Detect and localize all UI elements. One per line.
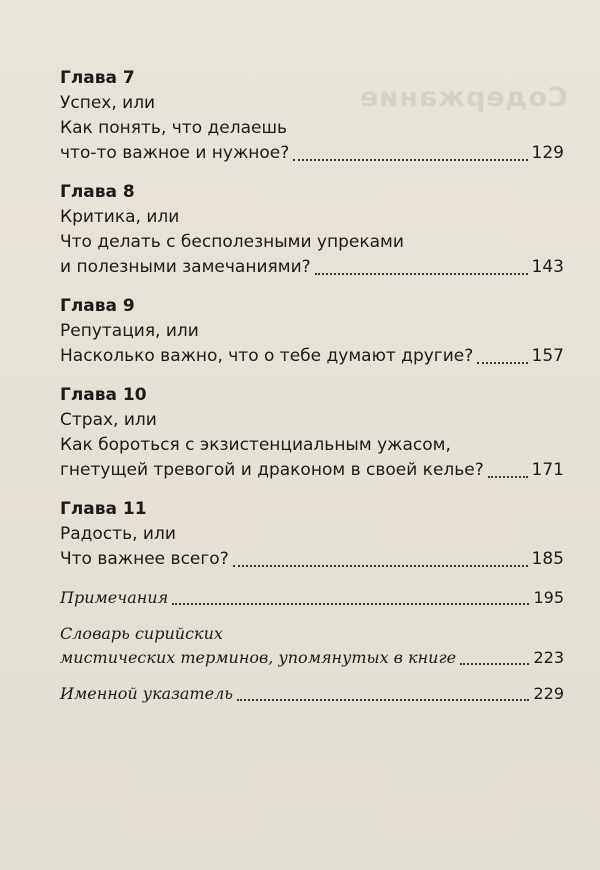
page-number: 229 <box>533 684 564 703</box>
dot-leader <box>172 603 529 605</box>
dot-leader <box>315 273 528 275</box>
toc-entry-row <box>60 646 564 670</box>
chapter-subtitle-line: Страх, или <box>60 410 157 430</box>
entry-title: Именной указатель <box>60 684 233 703</box>
toc-entry-row <box>60 547 564 572</box>
chapter-subtitle-line: и полезными замечаниями? <box>60 257 311 277</box>
toc-chapter <box>60 180 564 280</box>
dot-leader <box>237 699 529 701</box>
back-matter-list <box>60 586 564 706</box>
toc-entry-row <box>60 344 564 369</box>
dot-leader <box>488 476 528 478</box>
dot-leader <box>460 663 529 665</box>
chapter-subtitle-line: Как понять, что делаешь <box>60 118 288 138</box>
chapter-subtitle-line: Успех, или <box>60 93 156 113</box>
page-number: 143 <box>531 257 564 277</box>
dot-leader <box>477 362 527 364</box>
toc-entry-row <box>60 255 564 280</box>
page-number: 157 <box>531 346 564 366</box>
chapter-subtitle-line: Что важнее всего? <box>60 549 229 569</box>
toc-chapter <box>60 66 564 166</box>
chapter-list <box>60 66 564 572</box>
show-through-title: Содержание <box>359 82 568 113</box>
chapter-subtitle-line: Радость, или <box>60 524 176 544</box>
chapter-subtitle-line: Что делать с бесполезными упреками <box>60 232 404 252</box>
chapter-subtitle-line: Репутация, или <box>60 321 199 341</box>
toc-chapter <box>60 294 564 369</box>
chapter-title: Глава 7 <box>60 68 135 88</box>
back-matter-entry <box>60 586 564 610</box>
toc-entry-row <box>60 458 564 483</box>
chapter-title: Глава 9 <box>60 296 135 316</box>
chapter-title: Глава 10 <box>60 385 147 405</box>
dot-leader <box>293 159 527 161</box>
page-number: 129 <box>531 143 564 163</box>
toc-entry-row <box>60 141 564 166</box>
chapter-subtitle-line: Критика, или <box>60 207 180 227</box>
page-number: 195 <box>533 588 564 607</box>
entry-title: мистических терминов, упомянутых в книге <box>60 648 457 667</box>
page-number: 171 <box>531 460 564 480</box>
entry-title-line: Словарь сирийских <box>60 624 223 643</box>
toc-entry-row <box>60 682 564 706</box>
back-matter-entry <box>60 622 564 670</box>
chapter-title: Глава 8 <box>60 182 135 202</box>
page-number: 223 <box>533 648 564 667</box>
back-matter-entry <box>60 682 564 706</box>
chapter-subtitle-line: гнетущей тревогой и драконом в своей келье? <box>60 460 484 480</box>
page-number: 185 <box>531 549 564 569</box>
chapter-subtitle-line: Как бороться с экзистенциальным ужасом, <box>60 435 451 455</box>
chapter-subtitle-line: Насколько важно, что о тебе думают другие? <box>60 346 474 366</box>
toc-chapter <box>60 383 564 483</box>
toc-chapter <box>60 497 564 572</box>
entry-title: Примечания <box>60 588 169 607</box>
dot-leader <box>233 565 528 567</box>
toc-entry-row <box>60 586 564 610</box>
chapter-title: Глава 11 <box>60 499 147 519</box>
chapter-subtitle-line: что-то важное и нужное? <box>60 143 290 163</box>
